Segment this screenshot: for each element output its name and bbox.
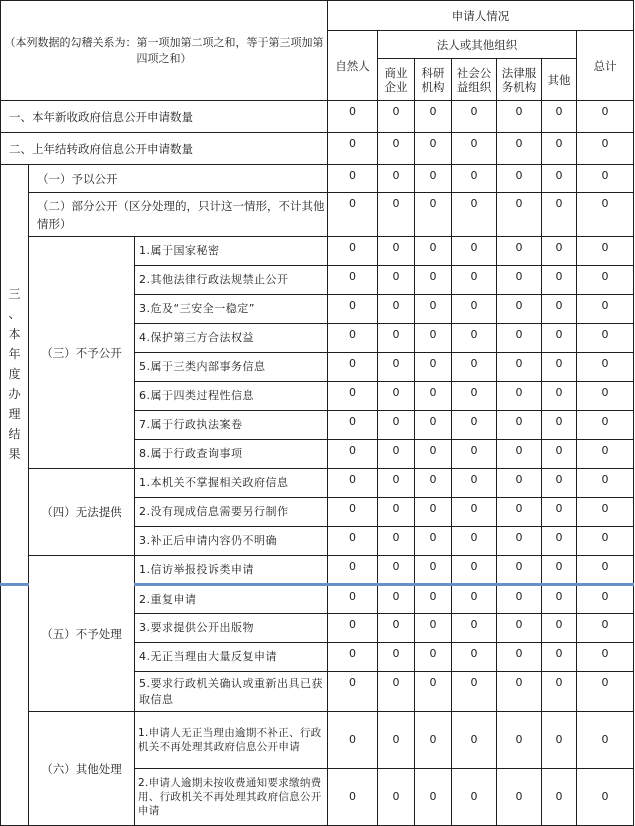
cell-value: 0 [415,527,452,556]
cell-value: 0 [452,193,497,237]
cell-value: 0 [542,440,577,469]
cell-value: 0 [497,133,542,165]
business-header: 商业企业 [378,59,415,101]
cell-value: 0 [542,165,577,193]
cell-value: 0 [577,382,634,411]
cell-value: 0 [415,295,452,324]
sub-label: 1.信访举报投诉类申请 [135,556,328,585]
cell-value: 0 [378,440,415,469]
cell-value: 0 [452,585,497,614]
cell-value: 0 [497,353,542,382]
cell-value: 0 [328,643,378,672]
cell-value: 0 [415,411,452,440]
cell-value: 0 [328,324,378,353]
cell-value: 0 [328,527,378,556]
cell-value: 0 [328,193,378,237]
cell-value: 0 [415,165,452,193]
cell-value: 0 [328,614,378,643]
cell-value: 0 [542,133,577,165]
cell-value: 0 [415,498,452,527]
cell-value: 0 [452,469,497,498]
cell-value: 0 [577,769,634,826]
cell-value: 0 [328,353,378,382]
cell-value: 0 [452,769,497,826]
cell-value: 0 [542,527,577,556]
cell-value: 0 [497,712,542,769]
cell-value: 0 [452,411,497,440]
cell-value: 0 [452,556,497,585]
cell-value: 0 [577,353,634,382]
cell-value: 0 [452,295,497,324]
cell-value: 0 [542,266,577,295]
other-header: 其他 [542,59,577,101]
cell-value: 0 [415,193,452,237]
sub-label: 7.属于行政执法案卷 [135,411,328,440]
cell-value: 0 [452,440,497,469]
cell-value: 0 [415,614,452,643]
header-row-1 [1,1,634,31]
sub-label: 4.保护第三方合法权益 [135,324,328,353]
cell-value: 0 [577,469,634,498]
cell-value: 0 [328,672,378,712]
cell-value: 0 [328,411,378,440]
cell-value: 0 [542,672,577,712]
cell-value: 0 [452,353,497,382]
cell-value: 0 [378,237,415,266]
natural-person-header: 自然人 [328,31,378,101]
cell-value: 0 [497,411,542,440]
cell-value: 0 [577,527,634,556]
row-label: 一、本年新收政府信息公开申请数量 [1,101,328,133]
row-c4-1 [1,469,634,498]
cell-value: 0 [497,101,542,133]
cell-value: 0 [378,585,415,614]
sub-label: 4.无正当理由大量反复申请 [135,643,328,672]
cell-value: 0 [497,324,542,353]
cell-value: 0 [577,440,634,469]
cell-value: 0 [542,712,577,769]
cell-value: 0 [577,133,634,165]
cell-value: 0 [378,527,415,556]
cell-value: 0 [378,295,415,324]
relation-note: （本列数据的勾稽关系为：第一项加第二项之和，等于第三项加第四项之和） [1,1,328,101]
cell-value: 0 [452,672,497,712]
cell-value: 0 [497,643,542,672]
cell-value: 0 [497,266,542,295]
sub-label: 3.补正后申请内容仍不明确 [135,527,328,556]
cell-value: 0 [542,382,577,411]
cell-value: 0 [328,382,378,411]
cell-value: 0 [415,382,452,411]
section-3-label: 三、本年度办理结果 [1,165,29,585]
cell-value: 0 [378,769,415,826]
cell-value: 0 [497,769,542,826]
cell-value: 0 [378,469,415,498]
cell-value: 0 [497,237,542,266]
sub-label: 1.属于国家秘密 [135,237,328,266]
cell-value: 0 [577,193,634,237]
cell-value: 0 [378,672,415,712]
cell-value: 0 [497,556,542,585]
cell-value: 0 [452,324,497,353]
cell-value: 0 [542,324,577,353]
cell-value: 0 [378,614,415,643]
cell-value: 0 [497,440,542,469]
cell-value: 0 [497,498,542,527]
cell-value: 0 [415,353,452,382]
cell-value: 0 [328,266,378,295]
total-header: 总计 [577,31,634,101]
cell-value: 0 [577,556,634,585]
cell-value: 0 [378,498,415,527]
row-label: （二）部分公开（区分处理的，只计这一情形，不计其他情形） [29,193,328,237]
sub-label: 6.属于四类过程性信息 [135,382,328,411]
cell-value: 0 [542,193,577,237]
cell-value: 0 [577,672,634,712]
sub-label: 8.属于行政查询事项 [135,440,328,469]
cell-value: 0 [378,101,415,133]
cell-value: 0 [577,643,634,672]
cell-value: 0 [542,411,577,440]
cell-value: 0 [378,324,415,353]
cell-value: 0 [497,295,542,324]
cell-value: 0 [452,614,497,643]
cell-value: 0 [497,382,542,411]
social-header: 社会公益组织 [452,59,497,101]
cell-value: 0 [542,237,577,266]
cell-value: 0 [452,498,497,527]
cell-value: 0 [415,237,452,266]
category-label: （六）其他处理 [29,712,135,826]
cell-value: 0 [452,266,497,295]
cell-value: 0 [328,556,378,585]
cell-value: 0 [577,712,634,769]
cell-value: 0 [378,556,415,585]
cell-value: 0 [378,165,415,193]
sub-label: 2.申请人逾期未按收费通知要求缴纳费用、行政机关不再处理其政府信息公开申请 [135,769,328,826]
row-c5-1 [1,556,634,585]
cell-value: 0 [415,672,452,712]
cell-value: 0 [452,643,497,672]
cell-value: 0 [577,324,634,353]
applicant-header: 申请人情况 [328,1,634,31]
cell-value: 0 [577,411,634,440]
cell-value: 0 [542,498,577,527]
cell-value: 0 [452,527,497,556]
row-c6-1 [1,712,634,769]
row-label: 二、上年结转政府信息公开申请数量 [1,133,328,165]
cell-value: 0 [452,712,497,769]
cell-value: 0 [497,527,542,556]
sub-label: 5.属于三类内部事务信息 [135,353,328,382]
cell-value: 0 [497,672,542,712]
sub-label: 3.危及“三安全一稳定” [135,295,328,324]
cell-value: 0 [452,165,497,193]
cell-value: 0 [415,324,452,353]
cell-value: 0 [328,237,378,266]
cell-value: 0 [415,469,452,498]
row-c3-1 [1,237,634,266]
cell-value: 0 [542,101,577,133]
cell-value: 0 [577,295,634,324]
cell-value: 0 [577,237,634,266]
sub-label: 2.其他法律行政法规禁止公开 [135,266,328,295]
section-3-continuation [1,585,29,826]
cell-value: 0 [577,614,634,643]
cell-value: 0 [378,266,415,295]
cell-value: 0 [328,469,378,498]
cell-value: 0 [378,382,415,411]
cell-value: 0 [378,133,415,165]
row-carried-over [1,133,634,165]
sub-label: 2.重复申请 [135,585,328,614]
row-label: （一）予以公开 [29,165,328,193]
category-label: （四）无法提供 [29,469,135,556]
cell-value: 0 [497,165,542,193]
cell-value: 0 [378,193,415,237]
cell-value: 0 [542,585,577,614]
cell-value: 0 [328,712,378,769]
cell-value: 0 [378,411,415,440]
cell-value: 0 [497,469,542,498]
cell-value: 0 [577,165,634,193]
cell-value: 0 [542,556,577,585]
cell-value: 0 [415,440,452,469]
row-new-applications [1,101,634,133]
row-partial [1,193,634,237]
sub-label: 2.没有现成信息需要另行制作 [135,498,328,527]
cell-value: 0 [497,193,542,237]
sub-label: 5.要求行政机关确认或重新出具已获取信息 [135,672,328,712]
row-disclose [1,165,634,193]
cell-value: 0 [328,498,378,527]
cell-value: 0 [452,133,497,165]
sub-label: 1.本机关不掌握相关政府信息 [135,469,328,498]
cell-value: 0 [328,769,378,826]
cell-value: 0 [542,353,577,382]
cell-value: 0 [497,585,542,614]
cell-value: 0 [452,382,497,411]
sub-label: 1.申请人无正当理由逾期不补正、行政机关不再处理其政府信息公开申请 [135,712,328,769]
cell-value: 0 [577,266,634,295]
cell-value: 0 [542,614,577,643]
cell-value: 0 [542,643,577,672]
cell-value: 0 [415,101,452,133]
cell-value: 0 [415,643,452,672]
legal-service-header: 法律服务机构 [497,59,542,101]
research-header: 科研机构 [415,59,452,101]
cell-value: 0 [542,295,577,324]
legal-group-header: 法人或其他组织 [378,31,577,59]
category-label: （五）不予处理 [29,556,135,712]
cell-value: 0 [415,133,452,165]
cell-value: 0 [328,440,378,469]
cell-value: 0 [542,469,577,498]
cell-value: 0 [328,295,378,324]
cell-value: 0 [378,643,415,672]
cell-value: 0 [415,556,452,585]
cell-value: 0 [415,769,452,826]
cell-value: 0 [542,769,577,826]
sub-label: 3.要求提供公开出版物 [135,614,328,643]
cell-value: 0 [328,585,378,614]
cell-value: 0 [378,353,415,382]
cell-value: 0 [577,498,634,527]
cell-value: 0 [415,585,452,614]
cell-value: 0 [415,712,452,769]
cell-value: 0 [328,165,378,193]
cell-value: 0 [497,614,542,643]
cell-value: 0 [577,585,634,614]
cell-value: 0 [378,712,415,769]
cell-value: 0 [577,101,634,133]
category-label: （三）不予公开 [29,237,135,469]
cell-value: 0 [415,266,452,295]
cell-value: 0 [452,237,497,266]
cell-value: 0 [328,133,378,165]
cell-value: 0 [328,101,378,133]
cell-value: 0 [452,101,497,133]
